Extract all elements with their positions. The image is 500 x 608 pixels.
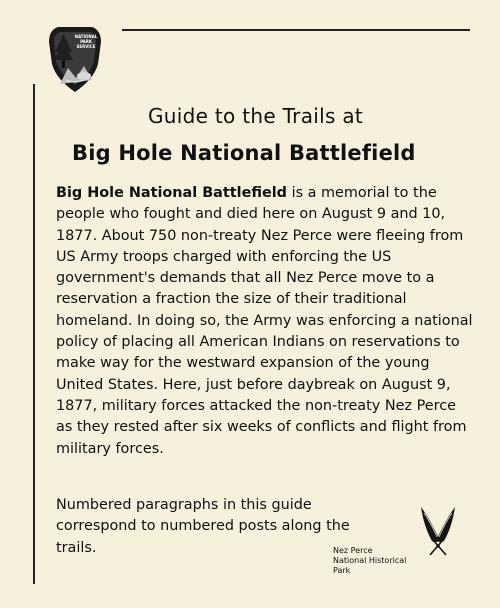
trail-note: Numbered paragraphs in this guide correspond to numbered posts along the trails.	[56, 497, 350, 556]
park-name: Nez Perce National Historical Park	[333, 546, 407, 575]
title-line-2: Big Hole National Battlefield	[72, 141, 416, 165]
title-line-1: Guide to the Trails at	[148, 104, 364, 128]
left-rule	[33, 84, 35, 584]
intro-bold: Big Hole National Battlefield	[56, 185, 287, 201]
intro-paragraph	[56, 183, 476, 460]
top-rule	[122, 29, 470, 31]
nps-arrowhead-logo	[46, 24, 104, 94]
intro-text: is a memorial to the people who fought and died here on August 9 and 10, 1877. About 750 non-treaty Nez Perce were fleeing from US Army troops charged with enforcing the US government's demands that all Nez Perce move to a reservation a fraction the size of their traditional homeland. In doing so, the Army was enforcing a national policy of placing all American Indians on reservations to make way for the westward expansion of the young United States. Here, just before daybreak on August 9, 1877, military forces attacked the non-treaty Nez Perce as they rested after six weeks of conflicts and flight from military forces.	[56, 185, 473, 457]
logo-text: NATIONAL PARK SERVICE	[74, 34, 98, 49]
